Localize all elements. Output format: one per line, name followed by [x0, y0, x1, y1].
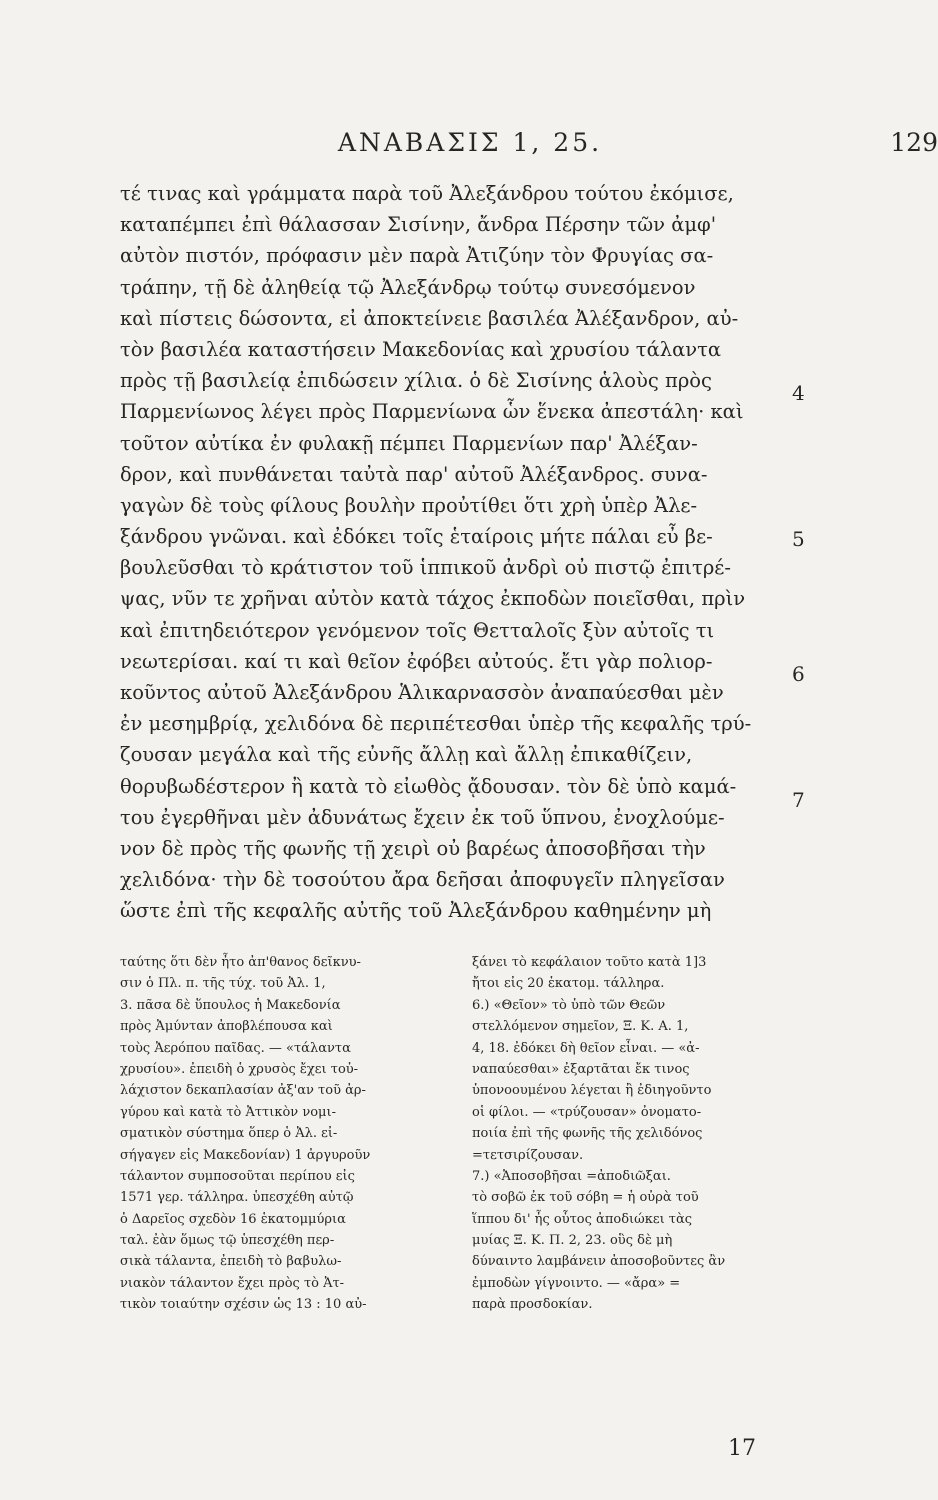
- main-text-line: θορυβωδέστερον ἢ κατὰ τὸ εἰωθὸς ᾄδουσαν. τὸν δὲ ὑπὸ καμά-: [120, 774, 737, 798]
- footnote-line: ὑπονοουμένου λέγεται ἢ ἐδιηγοῦντο: [472, 1083, 712, 1099]
- footnote-line: ἐμποδὼν γίγνοιντο. — «ἄρα» =: [472, 1275, 681, 1291]
- main-text-line: καὶ πίστεις δώσοντα, εἰ ἀποκτείνειε βασιλέα Ἀλέξανδρον, αὐ-: [120, 306, 739, 330]
- footnotes-left-column: [120, 952, 455, 1316]
- section-number-7: 7: [792, 788, 805, 812]
- section-number-6: 6: [792, 662, 805, 686]
- header-title: ΑΝΑΒΑΣΙΣ 1, 25.: [337, 128, 603, 157]
- main-text-line: ξάνδρου γνῶναι. καὶ ἐδόκει τοῖς ἑταίροις μήτε πάλαι εὖ βε-: [120, 525, 713, 549]
- main-text-line: χελιδόνα· τὴν δὲ τοσούτου ἄρα δεῆσαι ἀποφυγεῖν πληγεῖσαν: [120, 868, 725, 892]
- footnote-line: σματικὸν σύστημα ὅπερ ὁ Ἀλ. εἰ-: [120, 1126, 338, 1142]
- footnote-line: =τετσιρίζουσαν.: [472, 1147, 584, 1163]
- footnote-line: ξάνει τὸ κεφάλαιον τοῦτο κατὰ 1]3: [472, 955, 707, 970]
- footnote-line: σιν ὁ Πλ. π. τῆς τύχ. τοῦ Ἀλ. 1,: [120, 976, 326, 992]
- main-text-line: ἐν μεσημβρίᾳ, χελιδόνα δὲ περιπέτεσθαι ὑπὲρ τῆς κεφαλῆς τρύ-: [120, 712, 752, 736]
- main-text-line: δρον, καὶ πυνθάνεται ταὐτὰ παρ' αὐτοῦ Ἀλέξανδρος. συνα-: [120, 462, 708, 486]
- footnote-line: ἤτοι εἰς 20 ἑκατομ. τάλληρα.: [472, 976, 665, 992]
- footnote-line: σήγαγεν εἰς Μακεδονίαν) 1 ἀργυροῦν: [120, 1147, 371, 1163]
- footnote-line: λάχιστον δεκαπλασίαν ἀξ'αν τοῦ ἀρ-: [120, 1083, 366, 1099]
- signature-folio: 17: [728, 1436, 756, 1461]
- footnote-line: χρυσίου». ἐπειδὴ ὁ χρυσὸς ἔχει τοὐ-: [120, 1061, 359, 1077]
- footnote-line: 7.) «Ἀποσοβῆσαι =ἀποδιῶξαι.: [472, 1168, 671, 1184]
- footnote-line: οἱ φίλοι. — «τρύζουσαν» ὀνοματο-: [472, 1104, 702, 1120]
- main-text-line: του ἐγερθῆναι μὲν ἀδυνάτως ἔχειν ἐκ τοῦ ὕπνου, ἐνοχλούμε-: [120, 805, 725, 829]
- footnote-line: 6.) «Θεῖον» τὸ ὑπὸ τῶν Θεῶν: [472, 997, 666, 1013]
- section-number-4: 4: [792, 381, 805, 405]
- footnote-line: στελλόμενον σημεῖον, Ξ. Κ. Α. 1,: [472, 1019, 689, 1035]
- footnote-line: 3. πᾶσα δὲ ὕπουλος ἡ Μακεδονία: [120, 997, 341, 1013]
- footnote-line: νιακὸν τάλαντον ἔχει πρὸς τὸ Ἀτ-: [120, 1275, 345, 1291]
- footnote-line: σικὰ τάλαντα, ἐπειδὴ τὸ βαβυλω-: [120, 1254, 342, 1270]
- main-text-line: νεωτερίσαι. καί τι καὶ θεῖον ἐφόβει αὐτούς. ἔτι γὰρ πολιορ-: [120, 649, 713, 673]
- footnote-line: μυίας Ξ. Κ. Π. 2, 23. οὓς δὲ μὴ: [472, 1233, 673, 1249]
- footnote-line: τὸ σοβῶ ἐκ τοῦ σόβη = ἡ οὐρὰ τοῦ: [472, 1190, 699, 1206]
- main-text-line: τέ τινας καὶ γράμματα παρὰ τοῦ Ἀλεξάνδρου τούτου ἐκόμισε,: [120, 182, 734, 205]
- main-text-line: κοῦντος αὐτοῦ Ἀλεξάνδρου Ἁλικαρνασσὸν ἀναπαύεσθαι μὲν: [120, 681, 724, 704]
- footnote-line: ποιία ἐπὶ τῆς φωνῆς τῆς χελιδόνος: [472, 1126, 703, 1142]
- running-header: [120, 128, 938, 164]
- main-text-line: Παρμενίωνος λέγει πρὸς Παρμενίωνα ὧν ἕνεκα ἀπεστάλη· καὶ: [120, 400, 744, 424]
- main-text: [120, 178, 790, 927]
- main-text-line: καταπέμπει ἐπὶ θάλασσαν Σισίνην, ἄνδρα Πέρσην τῶν ἀμφ': [120, 213, 717, 237]
- main-text-line: ὥστε ἐπὶ τῆς κεφαλῆς αὐτῆς τοῦ Ἀλεξάνδρου καθημένην μὴ: [120, 899, 712, 923]
- main-text-line: καὶ ἐπιτηδειότερον γενόμενον τοῖς Θετταλοῖς ξὺν αὐτοῖς τι: [120, 618, 715, 642]
- main-text-line: τοῦτον αὐτίκα ἐν φυλακῇ πέμπει Παρμενίων παρ' Ἀλέξαν-: [120, 431, 698, 455]
- footnote-line: ταύτης ὅτι δὲν ἦτο ἀπ'θανος δεῖκνυ-: [120, 955, 361, 970]
- main-text-line: ψας, νῦν τε χρῆναι αὐτὸν κατὰ τάχος ἐκποδὼν ποιεῖσθαι, πρὶν: [120, 587, 746, 611]
- footnote-line: γύρου καὶ κατὰ τὸ Ἀττικὸν νομι-: [120, 1104, 336, 1120]
- footnote-line: 4, 18. ἐδόκει δὴ θεῖον εἶναι. — «ἀ-: [472, 1040, 700, 1056]
- footnote-line: ἵππου δι' ἧς οὗτος ἀποδιώκει τὰς: [472, 1211, 693, 1227]
- main-text-line: νον δὲ πρὸς τῆς φωνῆς τῇ χειρὶ οὐ βαρέως ἀποσοβῆσαι τὴν: [120, 836, 706, 860]
- main-text-line: βουλεῦσθαι τὸ κράτιστον τοῦ ἱππικοῦ ἀνδρὶ οὐ πιστῷ ἐπιτρέ-: [120, 556, 731, 580]
- footnote-line: τοὺς Ἀερόπου παῖδας. — «τάλαντα: [120, 1040, 351, 1056]
- footnotes-right-column: [472, 952, 807, 1316]
- main-text-line: τὸν βασιλέα καταστήσειν Μακεδονίας καὶ χρυσίου τάλαντα: [120, 337, 722, 361]
- footnote-line: δύναιντο λαμβάνειν ἀποσοβοῦντες ἂν: [472, 1254, 726, 1270]
- main-text-line: ζουσαν μεγάλα καὶ τῆς εὐνῆς ἄλλῃ καὶ ἄλλῃ ἐπικαθίζειν,: [120, 743, 693, 767]
- main-text-line: αὐτὸν πιστόν, πρόφασιν μὲν παρὰ Ἀτιζύην τὸν Φρυγίας σα-: [120, 244, 714, 268]
- main-text-line: γαγὼν δὲ τοὺς φίλους βουλὴν προὐτίθει ὅτι χρὴ ὑπὲρ Ἀλε-: [120, 493, 698, 517]
- main-text-line: τράπην, τῇ δὲ ἀληθείᾳ τῷ Ἀλεξάνδρῳ τούτῳ συνεσόμενον: [120, 275, 696, 299]
- page-number: 129: [890, 128, 938, 157]
- footnote-line: παρὰ προσδοκίαν.: [472, 1297, 593, 1313]
- footnote-line: ναπαύεσθαι» ἐξαρτᾶται ἔκ τινος: [472, 1061, 690, 1077]
- footnote-line: τικὸν τοιαύτην σχέσιν ὡς 13 : 10 αὐ-: [120, 1297, 367, 1313]
- section-number-5: 5: [792, 527, 805, 551]
- footnote-line: ὁ Δαρεῖος σχεδὸν 16 ἑκατομμύρια: [120, 1211, 346, 1227]
- footnote-line: τάλαντον συμποσοῦται περίπου εἰς: [120, 1168, 355, 1184]
- footnote-line: ταλ. ἐὰν ὅμως τῷ ὑπεσχέθη περ-: [120, 1233, 335, 1249]
- main-text-line: πρὸς τῇ βασιλείᾳ ἐπιδώσειν χίλια. ὁ δὲ Σισίνης ἁλοὺς πρὸς: [120, 369, 712, 393]
- footnote-line: 1571 γερ. τάλληρα. ὑπεσχέθη αὐτῷ: [120, 1190, 354, 1206]
- footnote-line: πρὸς Ἀμύνταν ἀποβλέπουσα καὶ: [120, 1019, 333, 1035]
